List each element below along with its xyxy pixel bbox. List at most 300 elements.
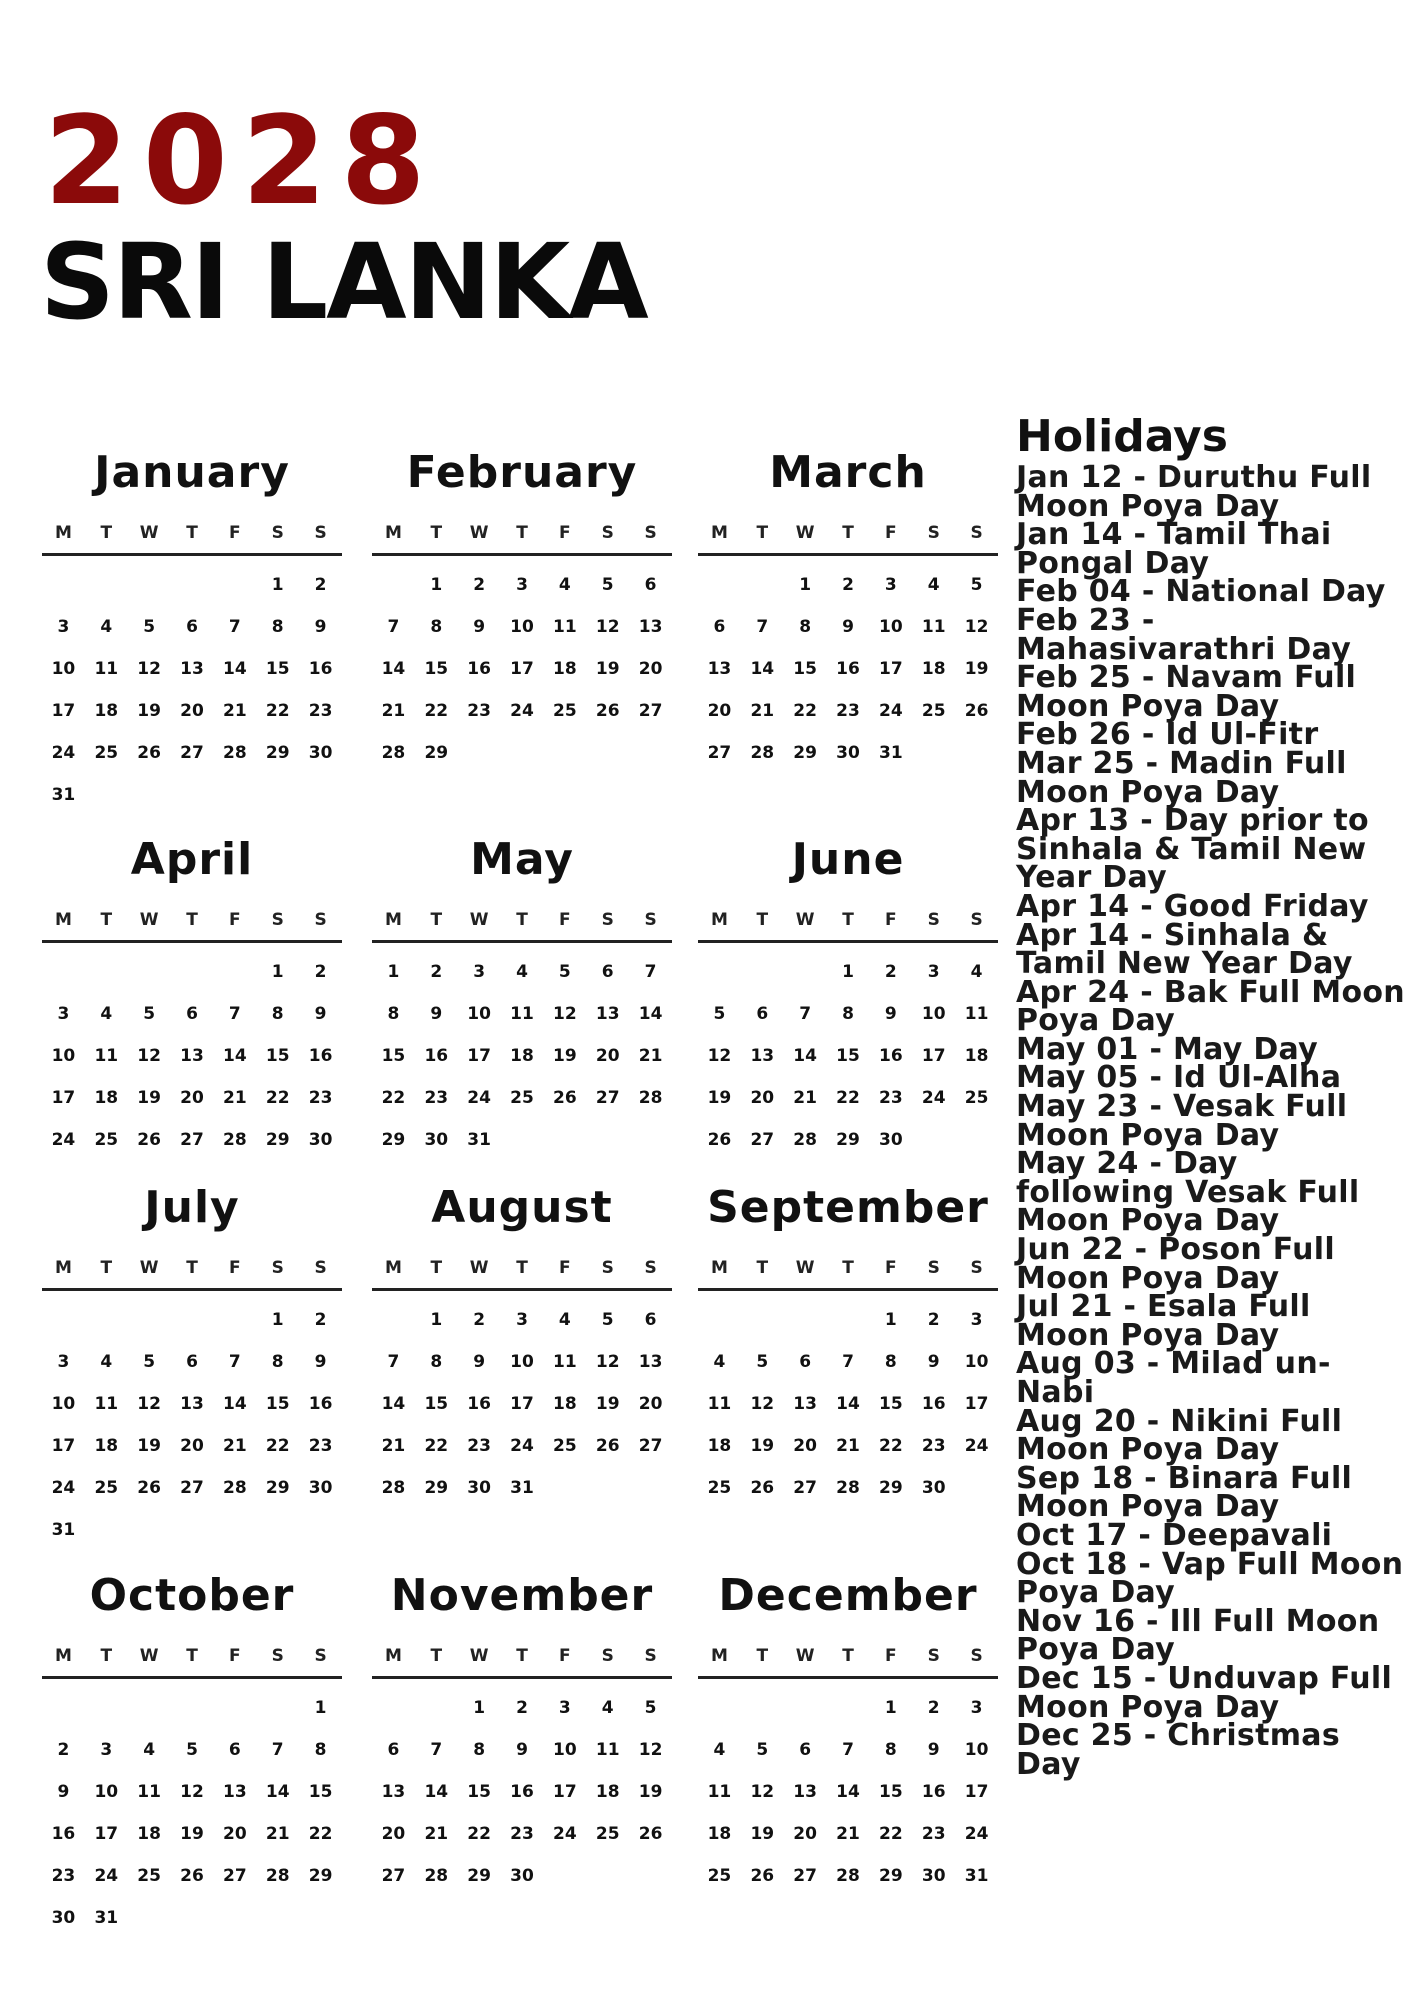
weekday-label: S — [271, 1646, 284, 1666]
day-cell: 1 — [271, 962, 284, 982]
day-cell: 27 — [595, 1088, 620, 1108]
day-cell: 10 — [94, 1782, 119, 1802]
day-cell: 14 — [836, 1394, 860, 1414]
weekday-label: T — [186, 523, 198, 543]
day-cell: 3 — [473, 962, 486, 982]
day-cell: 8 — [271, 1352, 284, 1372]
day-cell: 27 — [381, 1866, 406, 1886]
weekday-label: S — [601, 910, 614, 930]
weekday-label: S — [601, 1646, 614, 1666]
month-name: October — [89, 1570, 295, 1621]
day-cell: 26 — [750, 1866, 775, 1886]
weekday-label: F — [229, 1258, 241, 1278]
day-cell: 19 — [638, 1782, 663, 1802]
day-cell: 11 — [707, 1394, 732, 1414]
day-cell: 28 — [381, 1478, 406, 1498]
day-cell: 25 — [510, 1088, 534, 1108]
day-cell: 31 — [964, 1866, 989, 1886]
day-cell: 20 — [638, 659, 663, 679]
day-cell: 4 — [558, 575, 571, 595]
day-cell: 15 — [424, 1394, 449, 1414]
day-cell: 9 — [473, 617, 486, 637]
day-cell: 13 — [595, 1004, 620, 1024]
day-cell: 18 — [553, 659, 577, 679]
day-cell: 24 — [921, 1088, 946, 1108]
month-name: July — [144, 1182, 240, 1233]
day-cell: 15 — [265, 659, 290, 679]
day-cell: 30 — [510, 1866, 534, 1886]
day-cell: 6 — [644, 1310, 657, 1330]
day-cell: 19 — [553, 1046, 577, 1066]
day-cell: 31 — [51, 1520, 76, 1540]
day-cell: 6 — [228, 1740, 241, 1760]
day-cell: 18 — [137, 1824, 161, 1844]
day-cell: 13 — [750, 1046, 775, 1066]
day-cell: 17 — [510, 1394, 534, 1414]
day-cell: 21 — [381, 1436, 406, 1456]
day-cell: 9 — [314, 1352, 327, 1372]
day-cell: 25 — [595, 1824, 620, 1844]
day-cell: 24 — [51, 743, 76, 763]
day-cell: 20 — [595, 1046, 620, 1066]
day-cell: 7 — [430, 1740, 443, 1760]
day-cell: 26 — [137, 1130, 161, 1150]
day-cell: 24 — [510, 1436, 534, 1456]
day-cell: 19 — [750, 1436, 775, 1456]
weekday-header — [372, 1646, 672, 1679]
weekday-header — [698, 1258, 998, 1291]
day-cell: 8 — [430, 617, 443, 637]
holidays-panel — [1016, 410, 1406, 1782]
holiday-item: Oct 17 - Deepavali — [1016, 1517, 1333, 1553]
day-cell: 20 — [381, 1824, 406, 1844]
weekday-label: W — [469, 523, 489, 543]
weekday-label: W — [139, 910, 159, 930]
weekday-label: W — [469, 910, 489, 930]
day-cell: 1 — [842, 962, 854, 982]
day-cell: 6 — [186, 1352, 198, 1372]
day-cell: 28 — [638, 1088, 663, 1108]
day-cell: 24 — [879, 701, 903, 721]
weekday-label: S — [601, 523, 614, 543]
day-cell: 22 — [265, 1436, 290, 1456]
weekday-label: F — [229, 523, 241, 543]
day-cell: 14 — [793, 1046, 817, 1066]
month-name: December — [718, 1570, 978, 1621]
day-cell: 20 — [793, 1436, 817, 1456]
weekday-label: S — [970, 910, 983, 930]
day-cell: 27 — [180, 1130, 204, 1150]
weekday-header — [372, 910, 672, 943]
weekday-label: W — [795, 1646, 815, 1666]
day-cell: 20 — [638, 1394, 663, 1414]
holiday-item: Aug 03 - Milad un-Nabi — [1016, 1346, 1331, 1410]
month-october — [42, 1568, 342, 1939]
weekday-label: T — [842, 1258, 854, 1278]
day-cell: 29 — [424, 1478, 449, 1498]
day-cell: 18 — [964, 1046, 989, 1066]
day-cell: 12 — [707, 1046, 732, 1066]
day-cell: 11 — [94, 1394, 119, 1414]
holiday-item: May 24 - Day following Vesak Full Moon Poya Day — [1016, 1146, 1360, 1239]
day-cell: 6 — [756, 1004, 769, 1024]
holiday-item: Dec 15 - Unduvap Full Moon Poya Day — [1016, 1660, 1393, 1725]
weekday-label: M — [384, 910, 402, 930]
day-cell: 18 — [553, 1394, 577, 1414]
weekday-label: M — [54, 910, 72, 930]
weekday-label: S — [314, 523, 327, 543]
month-may — [372, 832, 672, 1161]
day-cell: 12 — [137, 659, 161, 679]
day-cell: 1 — [314, 1698, 327, 1718]
weekday-label: W — [469, 1258, 489, 1278]
day-cell: 28 — [223, 1478, 247, 1498]
day-cell: 22 — [424, 1436, 449, 1456]
day-cell: 7 — [799, 1004, 812, 1024]
holiday-item: Feb 26 - Id Ul-Fitr — [1016, 717, 1319, 753]
day-cell: 20 — [793, 1824, 817, 1844]
day-cell: 12 — [750, 1782, 775, 1802]
day-cell: 8 — [430, 1352, 443, 1372]
weekday-label: S — [314, 1646, 327, 1666]
day-cell: 12 — [750, 1394, 775, 1414]
day-cell: 3 — [57, 1352, 70, 1372]
day-cell: 14 — [223, 1394, 247, 1414]
day-cell: 7 — [756, 617, 769, 637]
day-cell: 16 — [308, 659, 333, 679]
day-cell: 4 — [713, 1352, 726, 1372]
day-cell: 1 — [387, 962, 400, 982]
day-cell: 10 — [51, 659, 76, 679]
day-cell: 7 — [842, 1740, 854, 1760]
day-cell: 27 — [750, 1130, 775, 1150]
day-cell: 18 — [94, 1088, 119, 1108]
holiday-item: Apr 14 - Good Friday — [1016, 888, 1369, 924]
day-cell: 15 — [381, 1046, 406, 1066]
weekday-label: S — [970, 1258, 983, 1278]
day-cell: 28 — [223, 743, 247, 763]
day-cell: 27 — [223, 1866, 247, 1886]
day-cell: 17 — [921, 1046, 946, 1066]
day-cell: 24 — [467, 1088, 491, 1108]
day-cell: 20 — [750, 1088, 775, 1108]
day-cell: 24 — [94, 1866, 119, 1886]
weekday-label: M — [384, 523, 402, 543]
holiday-item: Dec 25 - Christmas Day — [1016, 1718, 1340, 1782]
day-cell: 28 — [793, 1130, 817, 1150]
day-cell: 12 — [553, 1004, 577, 1024]
day-cell: 9 — [430, 1004, 443, 1024]
holidays-list — [1016, 460, 1406, 1782]
day-cell: 30 — [921, 1866, 946, 1886]
weekday-label: S — [314, 1258, 327, 1278]
weekday-label: S — [927, 523, 940, 543]
weekday-label: S — [970, 1646, 983, 1666]
day-cell: 23 — [467, 701, 491, 721]
day-cell: 28 — [424, 1866, 449, 1886]
day-cell: 11 — [553, 617, 577, 637]
year-title: 2028 — [44, 90, 440, 232]
day-cell: 17 — [51, 1088, 76, 1108]
day-cell: 28 — [265, 1866, 290, 1886]
day-cell: 26 — [638, 1824, 663, 1844]
day-cell: 14 — [223, 659, 247, 679]
day-cell: 16 — [836, 659, 860, 679]
day-cell: 9 — [314, 1004, 327, 1024]
day-grid — [42, 951, 342, 1161]
country-title: SRI LANKA — [40, 221, 647, 343]
day-cell: 16 — [879, 1046, 903, 1066]
day-cell: 2 — [927, 1310, 940, 1330]
day-cell: 2 — [314, 1310, 327, 1330]
weekday-label: T — [186, 1646, 198, 1666]
day-cell: 21 — [750, 701, 775, 721]
day-cell: 25 — [94, 1130, 119, 1150]
weekday-label: M — [710, 523, 728, 543]
weekday-label: T — [100, 1258, 113, 1278]
day-cell: 23 — [467, 1436, 491, 1456]
day-cell: 19 — [595, 1394, 620, 1414]
day-cell: 16 — [51, 1824, 76, 1844]
day-cell: 8 — [884, 1352, 897, 1372]
weekday-label: S — [927, 1646, 940, 1666]
day-cell: 26 — [964, 701, 989, 721]
weekday-label: T — [516, 1258, 528, 1278]
day-cell: 24 — [553, 1824, 577, 1844]
day-cell: 8 — [473, 1740, 486, 1760]
weekday-label: F — [885, 1646, 897, 1666]
day-cell: 19 — [137, 1436, 161, 1456]
day-cell: 29 — [879, 1478, 903, 1498]
day-cell: 4 — [970, 962, 983, 982]
day-cell: 29 — [381, 1130, 406, 1150]
month-february — [372, 445, 672, 774]
weekday-label: T — [842, 910, 854, 930]
weekday-header — [372, 1258, 672, 1291]
day-cell: 19 — [180, 1824, 204, 1844]
weekday-label: T — [516, 910, 528, 930]
weekday-label: M — [710, 1646, 728, 1666]
day-cell: 5 — [970, 575, 983, 595]
day-cell: 11 — [137, 1782, 161, 1802]
holiday-item: Sep 18 - Binara Full Moon Poya Day — [1016, 1460, 1353, 1525]
weekday-label: F — [885, 523, 897, 543]
day-cell: 3 — [516, 1310, 528, 1330]
day-cell: 25 — [137, 1866, 161, 1886]
day-cell: 1 — [271, 1310, 284, 1330]
day-cell: 13 — [180, 1046, 204, 1066]
weekday-label: T — [100, 910, 113, 930]
day-cell: 30 — [308, 1130, 333, 1150]
day-cell: 10 — [510, 617, 534, 637]
month-march — [698, 445, 998, 774]
day-cell: 3 — [57, 1004, 70, 1024]
day-cell: 26 — [553, 1088, 577, 1108]
weekday-label: F — [229, 1646, 241, 1666]
month-april — [42, 832, 342, 1161]
day-cell: 10 — [964, 1740, 989, 1760]
day-cell: 14 — [836, 1782, 860, 1802]
day-cell: 27 — [638, 1436, 663, 1456]
day-cell: 29 — [308, 1866, 333, 1886]
day-cell: 21 — [836, 1824, 860, 1844]
day-grid — [42, 1299, 342, 1551]
day-cell: 12 — [180, 1782, 204, 1802]
day-cell: 8 — [387, 1004, 400, 1024]
day-cell: 13 — [638, 617, 663, 637]
weekday-label: T — [186, 910, 198, 930]
day-cell: 15 — [265, 1394, 290, 1414]
weekday-label: S — [644, 523, 657, 543]
day-cell: 20 — [223, 1824, 247, 1844]
day-cell: 30 — [308, 1478, 333, 1498]
day-cell: 10 — [921, 1004, 946, 1024]
month-november — [372, 1568, 672, 1897]
day-cell: 8 — [314, 1740, 327, 1760]
day-cell: 22 — [836, 1088, 860, 1108]
holiday-item: Jan 14 - Tamil Thai Pongal Day — [1016, 517, 1332, 581]
weekday-label: S — [601, 1258, 614, 1278]
day-cell: 6 — [713, 617, 726, 637]
weekday-label: W — [139, 523, 159, 543]
day-cell: 5 — [558, 962, 571, 982]
day-cell: 22 — [265, 1088, 290, 1108]
month-january — [42, 445, 342, 816]
day-cell: 4 — [558, 1310, 571, 1330]
day-cell: 11 — [707, 1782, 732, 1802]
day-cell: 22 — [793, 701, 817, 721]
weekday-label: F — [559, 1258, 571, 1278]
day-cell: 16 — [308, 1046, 333, 1066]
day-cell: 2 — [473, 1310, 486, 1330]
weekday-label: M — [54, 1258, 72, 1278]
day-cell: 9 — [473, 1352, 486, 1372]
day-cell: 10 — [51, 1394, 76, 1414]
day-cell: 4 — [516, 962, 528, 982]
day-cell: 26 — [750, 1478, 775, 1498]
day-cell: 16 — [467, 1394, 491, 1414]
weekday-label: T — [842, 1646, 854, 1666]
day-cell: 8 — [842, 1004, 854, 1024]
day-cell: 9 — [516, 1740, 528, 1760]
day-grid — [372, 1687, 672, 1897]
day-cell: 17 — [467, 1046, 491, 1066]
day-cell: 28 — [223, 1130, 247, 1150]
day-cell: 13 — [223, 1782, 247, 1802]
day-cell: 20 — [707, 701, 732, 721]
day-cell: 12 — [137, 1394, 161, 1414]
day-cell: 26 — [595, 1436, 620, 1456]
weekday-header — [698, 523, 998, 556]
weekday-label: T — [516, 523, 528, 543]
month-name: November — [390, 1570, 654, 1621]
day-cell: 17 — [964, 1394, 989, 1414]
day-cell: 4 — [143, 1740, 156, 1760]
day-cell: 6 — [387, 1740, 400, 1760]
day-cell: 20 — [180, 1088, 204, 1108]
holiday-item: Apr 13 - Day prior to Sinhala & Tamil New Year Day — [1016, 803, 1369, 896]
day-cell: 21 — [638, 1046, 663, 1066]
day-cell: 16 — [921, 1394, 946, 1414]
day-cell: 12 — [595, 617, 620, 637]
weekday-label: S — [644, 910, 657, 930]
day-cell: 31 — [94, 1908, 119, 1928]
day-cell: 15 — [879, 1782, 903, 1802]
day-cell: 21 — [265, 1824, 290, 1844]
day-cell: 18 — [94, 701, 119, 721]
day-cell: 10 — [51, 1046, 76, 1066]
day-cell: 16 — [510, 1782, 534, 1802]
day-cell: 11 — [921, 617, 946, 637]
day-cell: 4 — [100, 617, 113, 637]
day-cell: 2 — [884, 962, 897, 982]
day-grid — [372, 951, 672, 1161]
day-cell: 5 — [756, 1740, 769, 1760]
weekday-label: T — [430, 910, 443, 930]
weekday-label: W — [795, 910, 815, 930]
day-cell: 5 — [756, 1352, 769, 1372]
day-cell: 23 — [921, 1824, 946, 1844]
day-cell: 24 — [510, 701, 534, 721]
day-cell: 8 — [884, 1740, 897, 1760]
day-cell: 27 — [793, 1866, 817, 1886]
day-cell: 25 — [964, 1088, 989, 1108]
month-december — [698, 1568, 998, 1897]
holiday-item: May 05 - Id Ul-Alha — [1016, 1060, 1342, 1096]
day-cell: 7 — [271, 1740, 284, 1760]
day-cell: 9 — [927, 1352, 940, 1372]
day-cell: 20 — [180, 701, 204, 721]
day-cell: 14 — [638, 1004, 663, 1024]
day-cell: 22 — [879, 1436, 903, 1456]
weekday-label: T — [430, 523, 443, 543]
day-cell: 11 — [595, 1740, 620, 1760]
day-cell: 2 — [927, 1698, 940, 1718]
day-cell: 13 — [180, 659, 204, 679]
day-cell: 29 — [265, 743, 290, 763]
day-cell: 9 — [842, 617, 854, 637]
day-cell: 1 — [799, 575, 812, 595]
day-cell: 7 — [387, 617, 400, 637]
day-cell: 1 — [884, 1698, 897, 1718]
day-cell: 28 — [836, 1866, 860, 1886]
day-cell: 23 — [510, 1824, 534, 1844]
weekday-label: S — [644, 1258, 657, 1278]
month-july — [42, 1180, 342, 1551]
day-cell: 18 — [595, 1782, 620, 1802]
weekday-label: T — [100, 1646, 113, 1666]
day-cell: 4 — [601, 1698, 614, 1718]
day-cell: 25 — [707, 1478, 732, 1498]
holiday-item: Nov 16 - Ill Full Moon Poya Day — [1016, 1603, 1380, 1668]
day-cell: 15 — [879, 1394, 903, 1414]
holiday-item: Jun 22 - Poson Full Moon Poya Day — [1016, 1232, 1335, 1296]
day-cell: 5 — [713, 1004, 726, 1024]
day-cell: 6 — [799, 1740, 812, 1760]
day-cell: 31 — [467, 1130, 491, 1150]
day-cell: 30 — [424, 1130, 449, 1150]
day-cell: 14 — [750, 659, 775, 679]
day-cell: 18 — [707, 1824, 732, 1844]
day-cell: 15 — [424, 659, 449, 679]
day-cell: 1 — [430, 1310, 443, 1330]
day-cell: 1 — [271, 575, 284, 595]
day-cell: 5 — [143, 1352, 156, 1372]
holiday-item: May 01 - May Day — [1016, 1031, 1319, 1067]
month-name: April — [130, 834, 254, 885]
day-cell: 17 — [510, 659, 534, 679]
month-name: September — [707, 1182, 989, 1233]
